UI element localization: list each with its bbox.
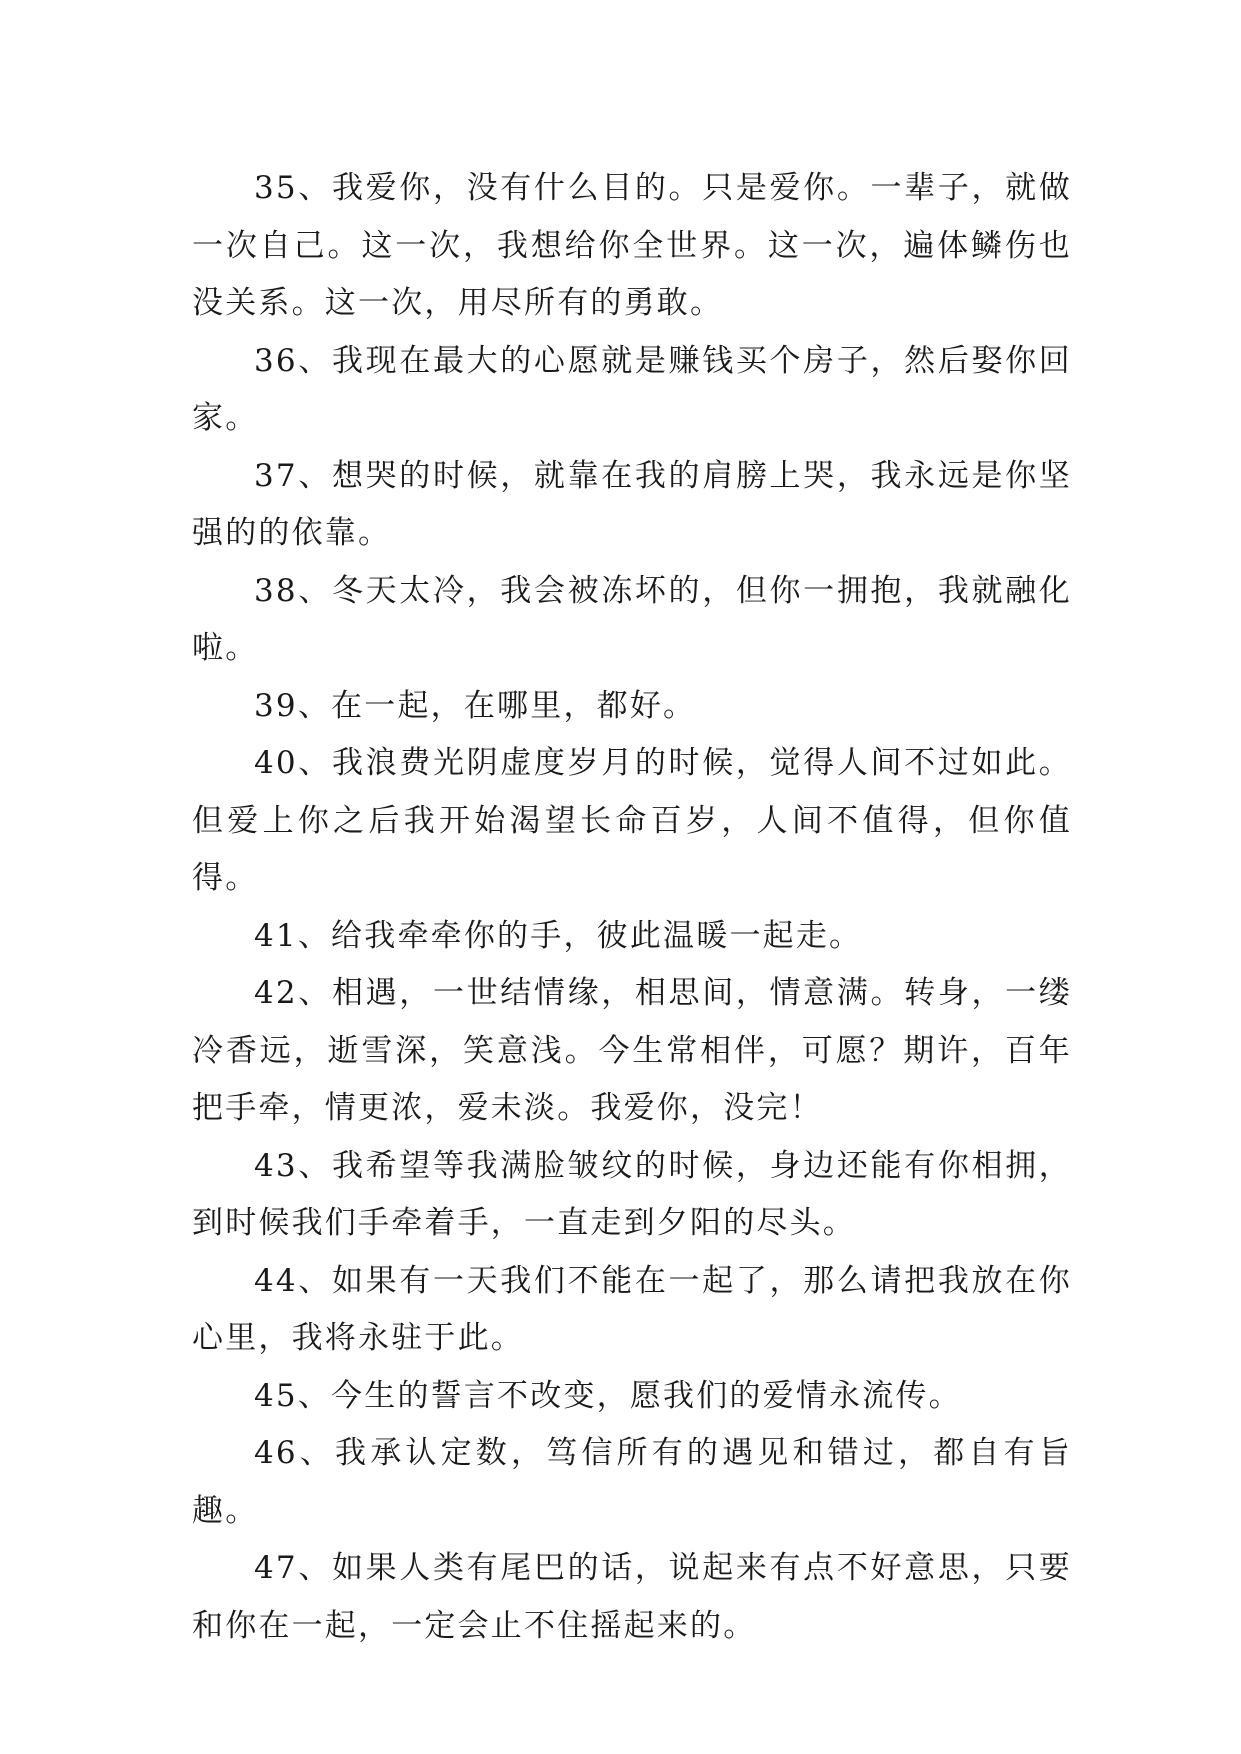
paragraph-41: 41、给我牵牵你的手，彼此温暖一起走。 — [254, 917, 863, 954]
paragraph-39: 39、在一起，在哪里，都好。 — [254, 687, 697, 724]
paragraph-45: 45、今生的誓言不改变，愿我们的爱情永流传。 — [254, 1377, 962, 1414]
paragraph-43: 43、我希望等我满脸皱纹的时候，身边还能有你相拥，到时候我们手牵着手，一直走到夕阳的尽头。 — [192, 1147, 1072, 1241]
paragraph-40: 40、我浪费光阴虚度岁月的时候，觉得人间不过如此。但爱上你之后我开始渴望长命百岁，人间不值得，但你值得。 — [192, 745, 1072, 896]
paragraph-42: 42、相遇，一世结情缘，相思间，情意满。转身，一缕冷香远，逝雪深，笑意浅。今生常相伴，可愿？期许，百年把手牵，情更浓，爱未淡。我爱你，没完！ — [192, 975, 1072, 1126]
document-body — [192, 160, 1072, 1655]
paragraph-46: 46、我承认定数，笃信所有的遇见和错过，都自有旨趣。 — [192, 1435, 1072, 1529]
paragraph-38: 38、冬天太冷，我会被冻坏的，但你一拥抱，我就融化啦。 — [192, 572, 1072, 666]
paragraph-44: 44、如果有一天我们不能在一起了，那么请把我放在你心里，我将永驻于此。 — [192, 1262, 1072, 1356]
paragraph-47: 47、如果人类有尾巴的话，说起来有点不好意思，只要和你在一起，一定会止不住摇起来的。 — [192, 1550, 1072, 1644]
paragraph-35: 35、我爱你，没有什么目的。只是爱你。一辈子，就做一次自己。这一次，我想给你全世界。这一次，遍体鳞伤也没关系。这一次，用尽所有的勇敢。 — [192, 170, 1072, 321]
paragraph-36: 36、我现在最大的心愿就是赚钱买个房子，然后娶你回家。 — [192, 342, 1072, 436]
paragraph-37: 37、想哭的时候，就靠在我的肩膀上哭，我永远是你坚强的的依靠。 — [192, 457, 1072, 551]
